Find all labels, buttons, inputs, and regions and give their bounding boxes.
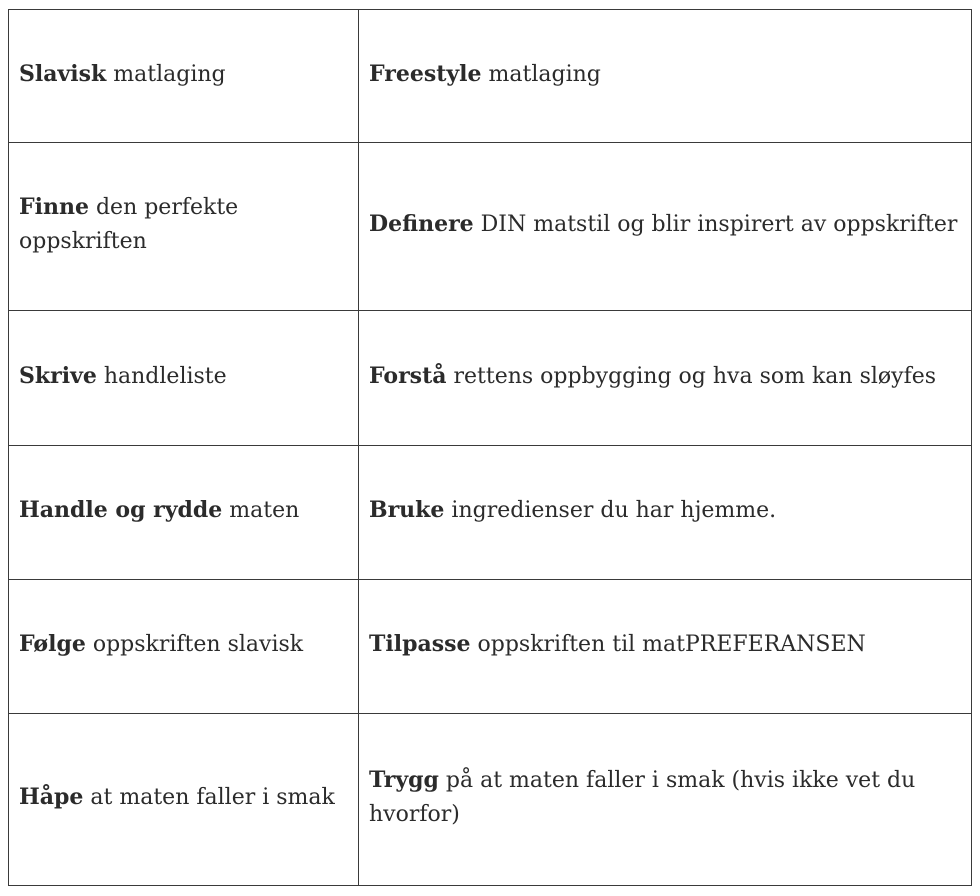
cell-text: oppskriften til matPREFERANSEN (470, 632, 866, 657)
cell-text: rettens oppbygging og hva som kan sløyfes (446, 363, 937, 389)
cell-keyword: Definere (369, 211, 474, 237)
freestyle-cell (359, 714, 972, 886)
cell-keyword: Handle og rydde (19, 497, 223, 523)
slavisk-cell (9, 311, 359, 446)
cell-text: maten (222, 498, 300, 523)
cell-keyword: Finne (19, 194, 89, 220)
freestyle-cell (359, 446, 972, 580)
cell-text: handleliste (96, 363, 227, 389)
slavisk-cell (9, 10, 359, 143)
table-row (9, 143, 972, 311)
cell-keyword: Slavisk (19, 60, 107, 87)
cell-keyword: Trygg (369, 767, 439, 793)
freestyle-cell (359, 580, 972, 714)
cell-text: den perfekte oppskriften (19, 195, 239, 254)
cell-text: matlaging (481, 61, 601, 87)
freestyle-cell (359, 10, 972, 143)
cell-keyword: Freestyle (369, 60, 482, 87)
cell-keyword: Følge (19, 631, 86, 657)
table-row (9, 311, 972, 446)
slavisk-cell (9, 580, 359, 714)
cell-text: DIN matstil og blir inspirert av oppskrifter (473, 212, 958, 237)
cell-keyword: Forstå (369, 362, 447, 389)
table-row (9, 446, 972, 580)
slavisk-cell (9, 714, 359, 886)
slavisk-cell (9, 143, 359, 311)
comparison-table (8, 9, 972, 886)
cell-keyword: Håpe (19, 784, 84, 810)
freestyle-cell (359, 143, 972, 311)
cell-keyword: Skrive (19, 362, 97, 389)
slavisk-cell (9, 446, 359, 580)
cell-text: at maten faller i smak (83, 785, 335, 810)
cell-text: oppskriften slavisk (85, 632, 304, 657)
freestyle-cell (359, 311, 972, 446)
table-row (9, 580, 972, 714)
cell-text: matlaging (106, 61, 226, 87)
cell-keyword: Bruke (369, 497, 445, 523)
cell-keyword: Tilpasse (369, 631, 471, 657)
cell-text: på at maten faller i smak (hvis ikke vet du hvorfor) (369, 768, 916, 827)
table-row (9, 10, 972, 143)
cell-text: ingredienser du har hjemme. (444, 498, 777, 523)
table-row (9, 714, 972, 886)
